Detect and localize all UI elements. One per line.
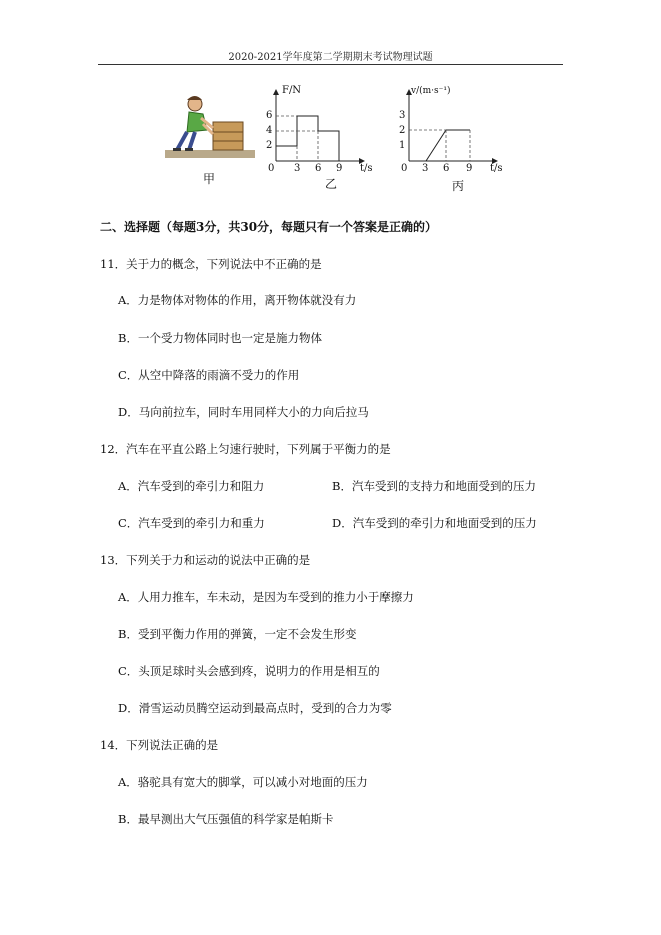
- yi-y-tick-6: 6: [266, 110, 273, 121]
- figure-yi-label: 乙: [325, 177, 338, 191]
- bing-y-axis-label: v/(m·s⁻¹): [411, 86, 451, 96]
- bing-x-tick-9: 9: [466, 163, 473, 174]
- question-13-option-d: D．滑雪运动员腾空运动到最高点时，受到的合力为零: [118, 701, 392, 715]
- question-11-option-c: C．从空中降落的雨滴不受力的作用: [118, 368, 300, 382]
- yi-x-tick-3: 3: [294, 163, 301, 174]
- bing-x-tick-6: 6: [443, 163, 450, 174]
- force-time-graph: [262, 86, 382, 196]
- question-13-option-a: A．人用力推车，车未动，是因为车受到的推力小于摩擦力: [118, 590, 414, 604]
- bing-origin: 0: [401, 163, 408, 174]
- question-14-option-a: A．骆驼具有宽大的脚掌，可以减小对地面的压力: [118, 775, 368, 789]
- question-12-option-a: A．汽车受到的牵引力和阻力: [118, 479, 265, 493]
- yi-x-axis-label: t/s: [360, 163, 373, 174]
- question-11-option-d: D．马向前拉车，同时车用同样大小的力向后拉马: [118, 405, 369, 419]
- question-13-option-b: B．受到平衡力作用的弹簧，一定不会发生形变: [118, 627, 357, 641]
- question-13-option-c: C．头顶足球时头会感到疼，说明力的作用是相互的: [118, 664, 380, 678]
- question-12-option-d: D．汽车受到的牵引力和地面受到的压力: [332, 516, 537, 530]
- header-rule: [98, 64, 563, 65]
- bing-y-tick-1: 1: [399, 140, 406, 151]
- yi-y-axis-label: F/N: [282, 85, 302, 96]
- question-11-option-b: B．一个受力物体同时也一定是施力物体: [118, 331, 322, 345]
- yi-y-tick-2: 2: [266, 140, 273, 151]
- question-14-stem: 14．下列说法正确的是: [100, 738, 219, 752]
- yi-x-tick-9: 9: [336, 163, 343, 174]
- question-12-stem: 12．汽车在平直公路上匀速行驶时，下列属于平衡力的是: [100, 442, 391, 456]
- figure-jia-label: 甲: [203, 172, 216, 186]
- question-11-stem: 11．关于力的概念，下列说法中不正确的是: [100, 257, 322, 271]
- question-14-option-b: B．最早测出大气压强值的科学家是帕斯卡: [118, 812, 334, 826]
- figure-bing-label: 丙: [452, 179, 465, 193]
- section-title: 二、选择题（每题3分，共30分，每题只有一个答案是正确的）: [100, 220, 438, 234]
- bing-x-axis-label: t/s: [490, 163, 503, 174]
- question-11-option-a: A．力是物体对物体的作用，离开物体就没有力: [118, 293, 357, 307]
- person-pushing-box-illustration: [165, 88, 255, 163]
- yi-y-tick-4: 4: [266, 125, 273, 136]
- question-12-option-c: C．汽车受到的牵引力和重力: [118, 516, 265, 530]
- page-header: 2020-2021学年度第二学期期末考试物理试题: [228, 52, 433, 63]
- bing-x-tick-3: 3: [422, 163, 429, 174]
- yi-origin: 0: [268, 163, 275, 174]
- bing-y-tick-3: 3: [399, 110, 406, 121]
- bing-y-tick-2: 2: [399, 125, 406, 136]
- yi-x-tick-6: 6: [315, 163, 322, 174]
- question-12-option-b: B．汽车受到的支持力和地面受到的压力: [332, 479, 536, 493]
- question-13-stem: 13．下列关于力和运动的说法中正确的是: [100, 553, 311, 567]
